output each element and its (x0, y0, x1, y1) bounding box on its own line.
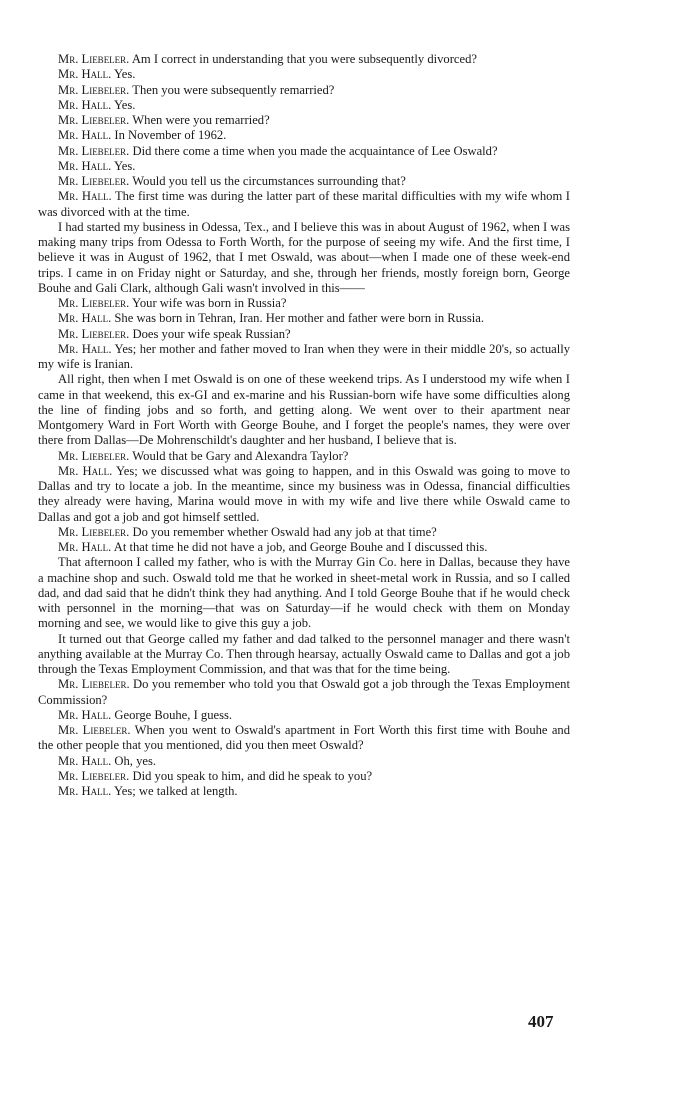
paragraph-text: Would that be Gary and Alexandra Taylor? (132, 448, 349, 463)
speaker-name: Mr. Liebeler. (58, 448, 130, 463)
paragraph-text: When were you remarried? (132, 113, 270, 127)
paragraph-text: When you went to Oswald's apartment in Fort Worth this first time with Bouhe and the other people that you mentioned, did you then meet Oswald? (38, 723, 570, 753)
speaker-name: Mr. Liebeler. (58, 296, 130, 310)
paragraph-text: Yes. (113, 97, 136, 112)
speaker-name: Mr. Hall. (58, 311, 112, 326)
transcript-paragraph (38, 708, 570, 723)
paragraph-text: The first time was during the latter part of these marital difficulties with my wife whom I was divorced with at the time. (38, 189, 570, 219)
transcript-paragraph (38, 128, 570, 143)
paragraph-text: Then you were subsequently remarried? (132, 82, 335, 97)
transcript-paragraph (38, 632, 570, 678)
transcript-paragraph (38, 784, 570, 799)
paragraph-text: Did there come a time when you made the acquaintance of Lee Oswald? (132, 143, 498, 158)
transcript-paragraph (38, 220, 570, 296)
transcript-paragraph (38, 174, 570, 189)
paragraph-text: I had started my business in Odessa, Tex., and I believe this was in about August of 1962, when I was making many trips from Odessa to Forth Worth, for the purpose of seeing my wife. And the first time, I believe it was in August of 1962, that I met Oswald, was about—when I made one of these week-end trips. I came in on Friday night or Saturday, and she, through her friends, mostly foreign born, George Bouhe and Gali Clark, although Gali wasn't involved in this—— (38, 219, 570, 295)
transcript-page (38, 52, 570, 799)
transcript-paragraph (38, 83, 570, 98)
speaker-name: Mr. Liebeler. (58, 768, 130, 783)
transcript-paragraph (38, 189, 570, 220)
paragraph-text: Yes. (113, 158, 136, 173)
page-number: 407 (528, 1012, 554, 1031)
transcript-paragraph (38, 296, 570, 311)
speaker-name: Mr. Hall. (58, 784, 112, 798)
paragraph-text: At that time he did not have a job, and George Bouhe and I discussed this. (113, 540, 488, 554)
speaker-name: Mr. Liebeler. (58, 113, 130, 127)
speaker-name: Mr. Liebeler. (58, 82, 130, 97)
paragraph-text: That afternoon I called my father, who is with the Murray Gin Co. here in Dallas, because they have a machine shop and such. Oswald told me that he worked in sheet-metal work in Russia, and so I called dad, and dad said that he didn't think they had anything. And I told George Bouhe that if he would check with personnel in the morning—that was on Saturday—if he would check with them on Monday morning and see, we would like to give this guy a job. (38, 555, 570, 631)
paragraph-text: George Bouhe, I guess. (114, 707, 233, 722)
speaker-name: Mr. Hall. (58, 753, 112, 768)
paragraph-text: In November of 1962. (114, 128, 227, 143)
transcript-paragraph (38, 327, 570, 342)
paragraph-text: Do you remember whether Oswald had any job at that time? (132, 524, 437, 539)
transcript-paragraph (38, 113, 570, 128)
paragraph-text: Oh, yes. (114, 753, 157, 768)
speaker-name: Mr. Liebeler. (58, 52, 130, 66)
paragraph-text: All right, then when I met Oswald is on one of these weekend trips. As I understood my wife when I came in that weekend, this ex-GI and ex-marine and his Russian-born wife have some difficulties along the line of finding jobs and so forth, and getting along. We went over to their apartment near Montgomery Ward in Fort Worth with George Bouhe, and I forget the people's names, they were over there from Dallas—De Mohrenschildt's daughter and her husband, I believe that is. (38, 372, 570, 448)
transcript-paragraph (38, 342, 570, 373)
transcript-paragraph (38, 677, 570, 708)
speaker-name: Mr. Hall. (58, 540, 112, 554)
transcript-paragraph (38, 52, 570, 67)
speaker-name: Mr. Hall. (58, 189, 112, 204)
paragraph-text: Yes; we talked at length. (113, 784, 238, 798)
transcript-paragraph (38, 144, 570, 159)
paragraph-text: Yes; her mother and father moved to Iran when they were in their middle 20's, so actually my wife is Iranian. (38, 341, 570, 371)
speaker-name: Mr. Hall. (58, 341, 112, 356)
speaker-name: Mr. Hall. (58, 97, 112, 112)
transcript-body (38, 52, 570, 799)
transcript-paragraph (38, 98, 570, 113)
transcript-paragraph (38, 67, 570, 82)
speaker-name: Mr. Hall. (58, 158, 112, 173)
transcript-paragraph (38, 159, 570, 174)
speaker-name: Mr. Liebeler. (58, 143, 130, 158)
transcript-paragraph (38, 449, 570, 464)
transcript-paragraph (38, 311, 570, 326)
speaker-name: Mr. Hall. (58, 707, 112, 722)
paragraph-text: Am I correct in understanding that you were subsequently divorced? (131, 52, 477, 66)
paragraph-text: Your wife was born in Russia? (132, 296, 287, 310)
transcript-paragraph (38, 754, 570, 769)
transcript-paragraph (38, 464, 570, 525)
transcript-paragraph (38, 769, 570, 784)
paragraph-text: Yes. (113, 67, 136, 82)
paragraph-text: She was born in Tehran, Iran. Her mother and father were born in Russia. (114, 311, 484, 326)
speaker-name: Mr. Liebeler. (58, 723, 131, 737)
speaker-name: Mr. Hall. (58, 463, 113, 478)
speaker-name: Mr. Hall. (58, 128, 112, 143)
transcript-paragraph (38, 555, 570, 631)
transcript-paragraph (38, 540, 570, 555)
paragraph-text: Would you tell us the circumstances surrounding that? (132, 174, 406, 188)
paragraph-text: Do you remember who told you that Oswald got a job through the Texas Employment Commission? (38, 677, 570, 707)
transcript-paragraph (38, 525, 570, 540)
paragraph-text: It turned out that George called my father and dad talked to the personnel manager and there wasn't anything available at the Murray Co. Then through hearsay, actually Oswald came to Dallas and got a job through the Texas Employment Commission, and that was that for the time being. (38, 631, 570, 676)
speaker-name: Mr. Liebeler. (58, 677, 130, 692)
transcript-paragraph (38, 372, 570, 448)
speaker-name: Mr. Liebeler. (58, 326, 130, 341)
paragraph-text: Yes; we discussed what was going to happen, and in this Oswald was going to move to Dallas and try to locate a job. In the meantime, since my business was in Odessa, financial difficulties they already were having, Marina would move in with my wife and live there while Oswald came to Dallas and got a job and got himself settled. (38, 463, 570, 524)
speaker-name: Mr. Hall. (58, 67, 112, 82)
paragraph-text: Did you speak to him, and did he speak to you? (132, 768, 373, 783)
speaker-name: Mr. Liebeler. (58, 524, 130, 539)
paragraph-text: Does your wife speak Russian? (132, 326, 291, 341)
transcript-paragraph (38, 723, 570, 754)
speaker-name: Mr. Liebeler. (58, 174, 130, 188)
